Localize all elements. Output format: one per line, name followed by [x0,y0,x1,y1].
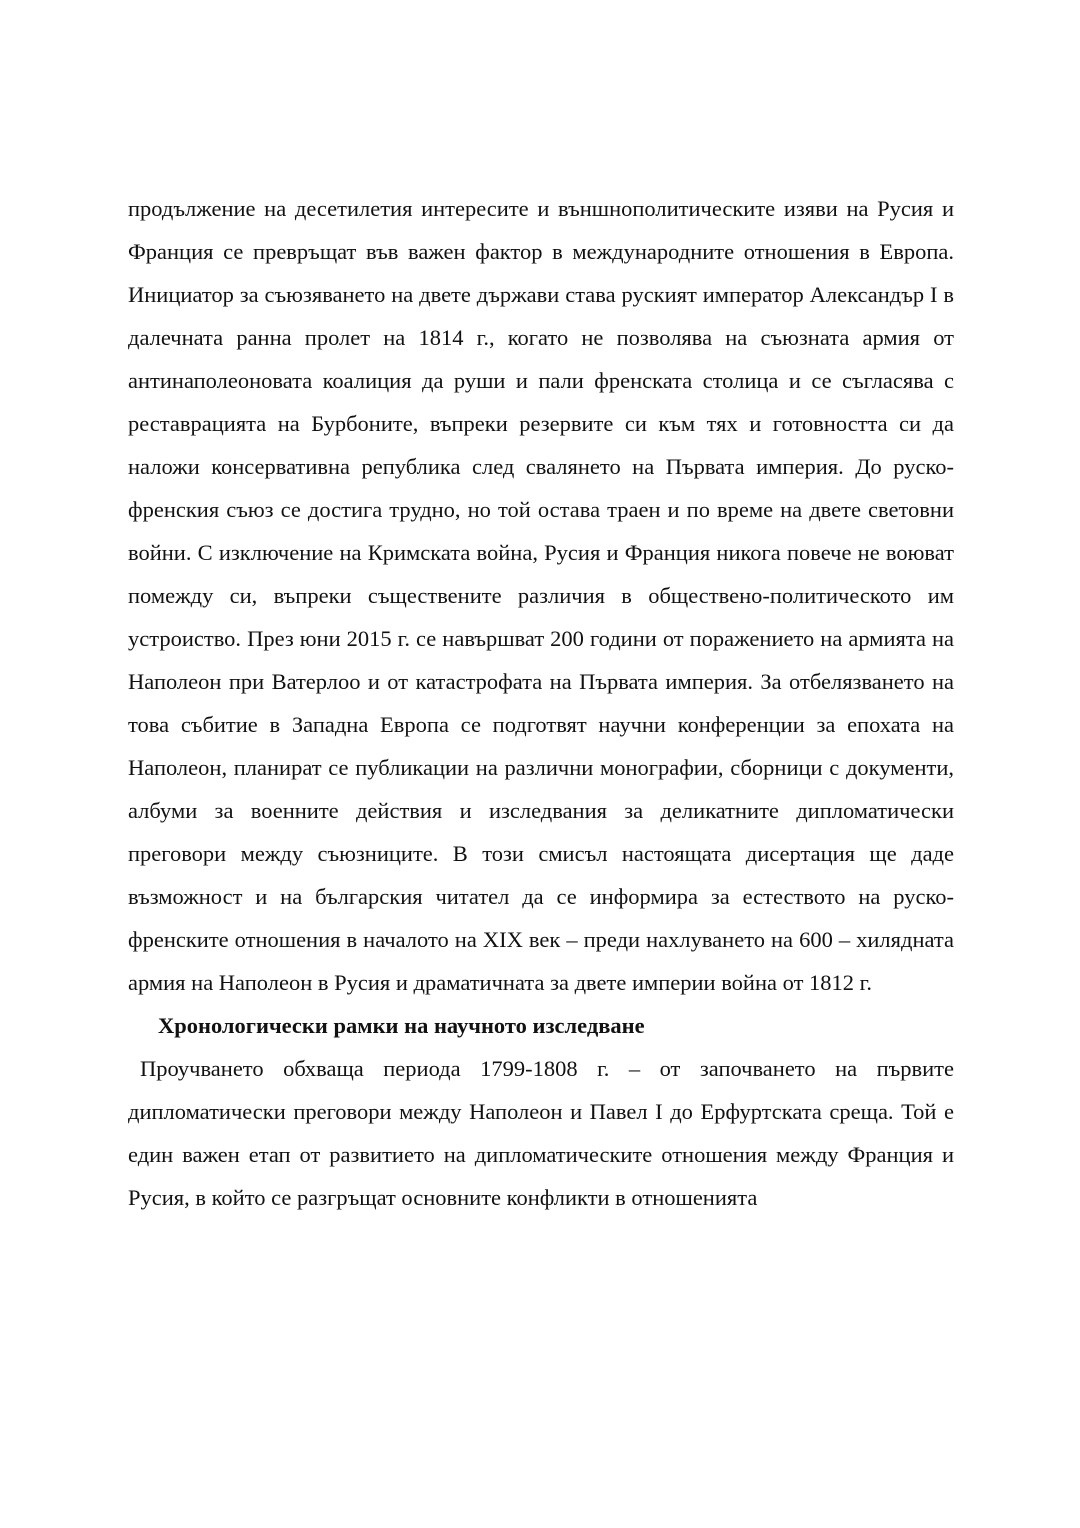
text-body [128,187,954,1219]
body-paragraph: продължение на десетилетия интересите и външнополитическите изяви на Русия и Франция се превръщат във важен фактор в международните отношения в Европа. Инициатор за съюзяването на двете държави става руският император Александър I в далечната ранна пролет на 1814 г., когато не позволява на съюзната армия от антинаполеоновата коалиция да руши и пали френската столица и се съгласява с реставрацията на Бурбоните, въпреки резервите си към тях и готовността си да наложи консервативна република след свалянето на Първата империя. До руско-френския съюз се достига трудно, но той остава траен и по време на двете световни войни. С изключение на Кримската война, Русия и Франция никога повече не воюват помежду си, въпреки съществените различия в обществено-политическото им устроиство. През юни 2015 г. се навършват 200 години от поражението на армията на Наполеон при Ватерлоо и от катастрофата на Първата империя. За отбелязването на това събитие в Западна Европа се подготвят научни конференции за епохата на Наполеон, планират се публикации на различни монографии, сборници с документи, албуми за военните действия и изследвания за деликатните дипломатически преговори между съюзниците. В този смисъл настоящата дисертация ще даде възможност и на българския читател да се информира за естеството на руско-френските отношения в началото на XIX век – преди нахлуването на 600 – хилядната армия на Наполеон в Русия и драматичната за двете империи война от 1812 г. [128,196,954,995]
section-heading: Хронологически рамки на научното изследване [158,1013,645,1038]
body-paragraph: Проучването обхваща периода 1799-1808 г. – от започването на първите дипломатически преговори между Наполеон и Павел I до Ерфуртската среща. Той е един важен етап от развитието на дипломатическите отношения между Франция и Русия, в който се разгръщат основните конфликти в отношенията [128,1056,954,1210]
